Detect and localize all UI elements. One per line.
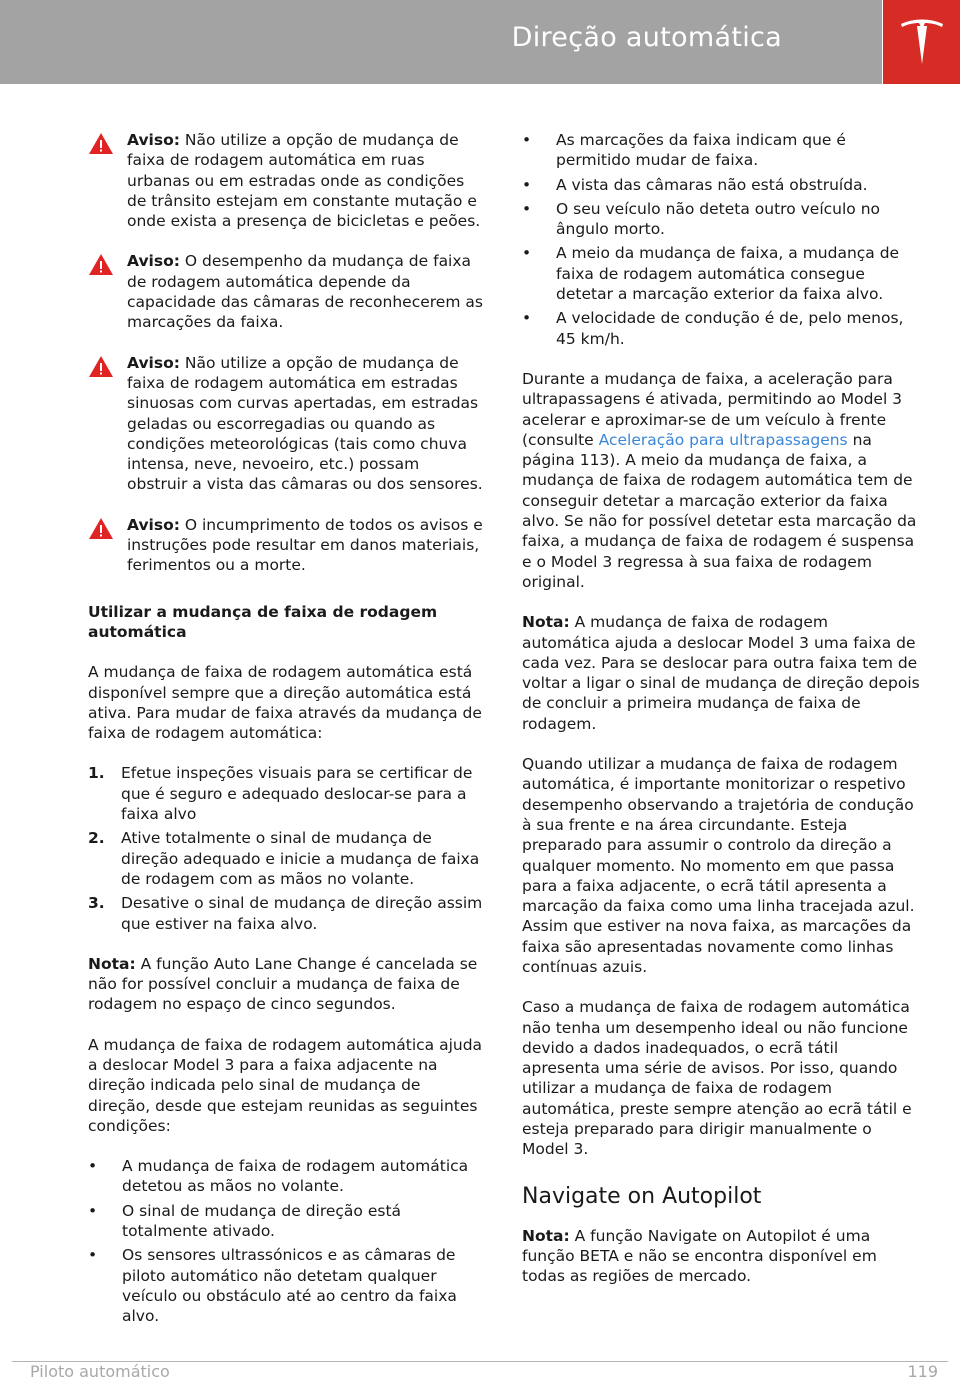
list-item: [522, 175, 920, 195]
bullet-icon: •: [88, 1201, 98, 1220]
note-text: A função Navigate on Autopilot é uma função BETA e não se encontra disponível em todas as regiões de mercado.: [522, 1226, 877, 1286]
warning-label: Aviso:: [127, 515, 180, 534]
bullet-icon: •: [522, 131, 532, 149]
tesla-logo-icon: [898, 16, 946, 68]
list-item: [522, 243, 920, 304]
bullet-text: O seu veículo não deteta outro veículo no ângulo morto.: [556, 199, 881, 239]
bullet-text: As marcações da faixa indicam que é permitido mudar de faixa.: [556, 131, 846, 170]
footer-section-label: Piloto automático: [30, 1362, 170, 1381]
brand-logo-box: [883, 0, 960, 84]
warning-triangle-icon: [88, 132, 114, 155]
warning-block: [88, 515, 483, 576]
warning-label: Aviso:: [127, 252, 180, 271]
monitoring-paragraph: Quando utilizar a mudança de faixa de rodagem automática, é importante monitorizar o respetivo desempenho observando a trajetória de condução à sua frente e na área circundante. Esteja preparado para assumir o controlo da direção a qualquer momento. No momento em que passa para a faixa adjacente, o ecrã tátil apresenta a marcação da faixa como uma linha tracejada azul. Assim que estiver na nova faixa, as marcações da faixa são apresentadas novamente como linhas contínuas azuis.: [522, 755, 915, 976]
warning-text: Não utilize a opção de mudança de faixa de rodagem automática em estradas sinuosas com curvas apertadas, em estradas geladas ou escorregadias ou quando as condições meteorológicas (tais como chuva intensa, neve, nevoeiro, etc.) possam obstruir a vista das câmaras ou dos sensores.: [127, 353, 483, 494]
note-label: Nota:: [522, 1226, 570, 1245]
list-item: [522, 199, 920, 240]
bullet-icon: •: [522, 244, 532, 263]
paragraph-text: Durante a mudança de faixa, a aceleração para ultrapassagens é ativada, permitindo ao Model 3 acelerar e aproximar-se de um veículo à frente (consulte: [522, 369, 903, 449]
bullet-icon: •: [522, 199, 532, 218]
warning-block: [88, 251, 483, 332]
conditions-list-continued: [522, 130, 920, 349]
right-column: [522, 130, 920, 1307]
alerts-paragraph: Caso a mudança de faixa de rodagem automática não tenha um desempenho ideal ou não funcione devido a dados inadequados, o ecrã tátil apresenta uma série de avisos. Por isso, quando utilizar a mudança de faixa de rodagem automática, preste sempre atenção ao ecrã tátil e esteja preparado para dirigir manualmente o Model 3.: [522, 998, 912, 1159]
list-item: [522, 308, 920, 349]
left-column: [88, 130, 483, 1347]
step-text: Ative totalmente o sinal de mudança de direção adequado e inicie a mudança de faixa de rodagem com as mãos no volante.: [121, 829, 480, 888]
bullet-text: Os sensores ultrassónicos e as câmaras de piloto automático não detetam qualquer veículo ou obstáculo até ao centro da faixa alvo.: [122, 1246, 457, 1326]
warning-label: Aviso:: [127, 353, 180, 372]
warning-text: Não utilize a opção de mudança de faixa de rodagem automática em ruas urbanas ou em estradas onde as condições de trânsito estejam em constante mutação e onde exista a presença de bicicletas e peões.: [127, 131, 481, 231]
note-text: A função Auto Lane Change é cancelada se não for possível concluir a mudança de faixa de rodagem no espaço de cinco segundos.: [88, 954, 478, 1014]
warning-triangle-icon: [88, 253, 114, 276]
warning-triangle-icon: [88, 517, 114, 540]
bullet-text: A meio da mudança de faixa, a mudança de faixa de rodagem automática consegue detetar a marcação exterior da faixa alvo.: [556, 244, 900, 304]
note-paragraph: [522, 1226, 920, 1287]
subsection-heading: Utilizar a mudança de faixa de rodagem automática: [88, 602, 438, 641]
warning-block: [88, 130, 483, 231]
conditions-paragraph: A mudança de faixa de rodagem automática ajuda a deslocar Model 3 para a faixa adjacente na direção indicada pelo sinal de mudança de direção, desde que estejam reunidas as seguintes condições:: [88, 1035, 483, 1135]
list-item: [88, 828, 483, 889]
bullet-text: A mudança de faixa de rodagem automática detetou as mãos no volante.: [122, 1157, 469, 1196]
page-number: 119: [907, 1362, 938, 1381]
bullet-icon: •: [88, 1157, 98, 1176]
warning-label: Aviso:: [127, 131, 180, 149]
bullet-text: O sinal de mudança de direção está totalmente ativado.: [122, 1201, 402, 1241]
warning-triangle-icon: [88, 355, 114, 378]
step-number: 2.: [88, 829, 105, 848]
list-item: [88, 1245, 483, 1326]
overtake-paragraph: [522, 369, 920, 592]
bullet-text: A vista das câmaras não está obstruída.: [556, 175, 868, 194]
note-paragraph: [88, 954, 483, 1015]
warning-text: O incumprimento de todos os avisos e instruções pode resultar em danos materiais, ferimentos ou a morte.: [127, 515, 483, 575]
bullet-icon: •: [522, 175, 532, 194]
steps-list: [88, 763, 483, 933]
page-header: [0, 0, 882, 84]
list-item: [88, 1156, 483, 1197]
step-number: 3.: [88, 894, 105, 913]
overtake-acceleration-link[interactable]: Aceleração para ultrapassagens: [598, 430, 848, 449]
note-label: Nota:: [88, 954, 136, 973]
list-item: [88, 893, 483, 934]
list-item: [88, 1201, 483, 1242]
intro-paragraph: A mudança de faixa de rodagem automática está disponível sempre que a direção automática está ativa. Para mudar de faixa através da mudança de faixa de rodagem automática:: [88, 663, 482, 743]
step-text: Desative o sinal de mudança de direção assim que estiver na faixa alvo.: [121, 894, 483, 933]
paragraph-text: na página 113). A meio da mudança de faixa, a mudança de faixa de rodagem automática tem de conseguir detetar a marcação exterior da faixa alvo. Se não for possível detetar esta marcação da faixa, a mudança de faixa de rodagem é suspensa e o Model 3 regressa à sua faixa de rodagem original.: [522, 430, 917, 591]
note-text: A mudança de faixa de rodagem automática ajuda a deslocar Model 3 uma faixa de cada vez. Para se deslocar para outra faixa tem de voltar a ligar o sinal de mudança de direção depois de concluir a primeira mudança de faixa de rodagem.: [522, 613, 920, 733]
warning-text: O desempenho da mudança de faixa de rodagem automática depende da capacidade das câmaras de reconhecerem as marcações da faixa.: [127, 252, 483, 332]
bullet-icon: •: [522, 309, 532, 328]
note-paragraph: [522, 612, 920, 734]
page-title: Direção automática: [511, 22, 782, 53]
step-number: 1.: [88, 764, 105, 783]
list-item: [88, 763, 483, 824]
bullet-icon: •: [88, 1246, 98, 1265]
conditions-list: [88, 1156, 483, 1326]
warning-block: [88, 353, 483, 495]
section-heading: Navigate on Autopilot: [522, 1183, 762, 1209]
step-text: Efetue inspeções visuais para se certificar de que é seguro e adequado deslocar-se para a faixa alvo: [121, 764, 473, 824]
bullet-text: A velocidade de condução é de, pelo menos, 45 km/h.: [556, 309, 904, 348]
list-item: [522, 130, 920, 171]
note-label: Nota:: [522, 613, 570, 632]
